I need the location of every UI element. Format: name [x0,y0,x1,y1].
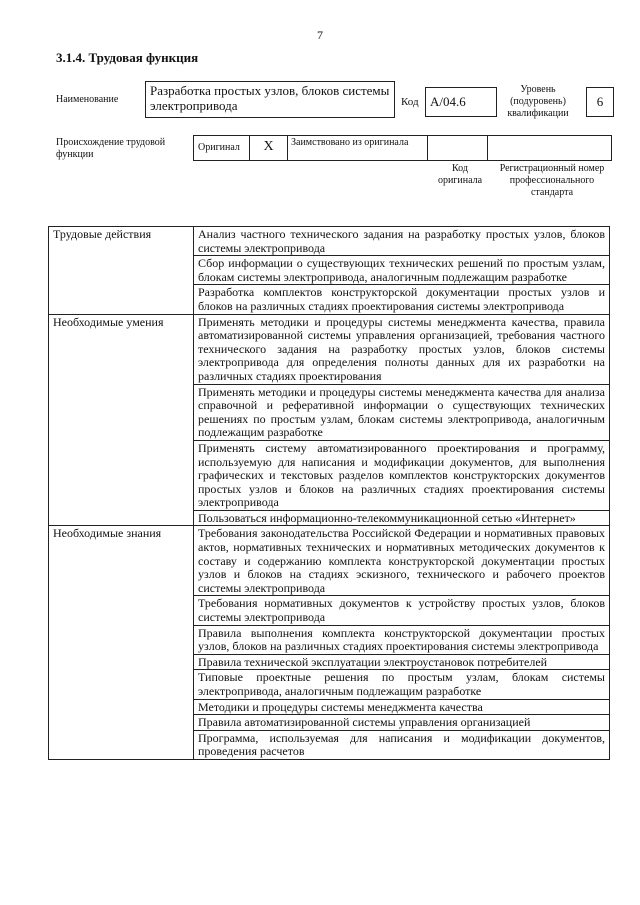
function-name-value: Разработка простых узлов, блоков системы электропривода [150,83,390,113]
reg-number-caption: Регистрационный номер профессионального стандарта [499,163,605,198]
section-label-actions: Трудовые действия [49,227,194,315]
table-row [49,227,610,256]
page-number: 7 [317,28,323,42]
function-name-box [145,81,395,118]
original-code-caption: Код оригинала [437,163,483,186]
level-value: 6 [596,94,604,109]
code-label: Код [401,96,419,108]
original-mark: X [263,139,274,154]
reg-number-cell [488,136,611,160]
original-label: Оригинал [198,142,240,153]
table-cell: Правила технической эксплуатации электроустановок потребителей [194,654,610,670]
section-label-skills: Необходимые умения [49,314,194,526]
code-value: A/04.6 [430,94,466,109]
table-cell: Сбор информации о существующих технических решений по простым узлам, блокам системы электропривода, аналогичным подлежащим разработке [194,256,610,285]
table-cell: Программа, используемая для написания и модификации документов, проведения расчетов [194,730,610,759]
table-cell: Методики и процедуры системы менеджмента качества [194,699,610,715]
code-box [425,87,497,117]
original-mark-cell [250,136,288,160]
table-cell: Применять систему автоматизированного проектирования и программу, используемую для написания и модификации документов, для выполнения графических и текстовых разделов комплектов конструкторских документов простых узлов и блоков на различных стадиях проектирования системы электропривода [194,440,610,510]
table-cell: Правила автоматизированной системы управления организацией [194,715,610,731]
table-cell: Требования законодательства Российской Федерации и нормативных правовых актов, нормативных технических и нормативных методических документов к составу и содержанию комплекта конструкторской документации простых узлов и блоков на стадиях эскизного, технического и рабочего проектов системы электропривода [194,526,610,596]
table-cell: Применять методики и процедуры системы менеджмента качества для анализа справочной и реферативной информации о существующих технических решениях по простым узлам, блокам системы электропривода, аналогичным подлежащим разработке [194,384,610,440]
original-code-cell [428,136,488,160]
name-label: Наименование [56,94,119,105]
table-cell: Пользоваться информационно-телекоммуникационной сетью «Интернет» [194,510,610,526]
borrowed-cell [288,136,428,160]
table-cell: Разработка комплектов конструкторской документации простых узлов и блоков на различных стадиях проектирования системы электропривода [194,285,610,314]
function-table [48,226,610,760]
table-row [49,314,610,384]
original-cell [194,136,250,160]
section-heading: 3.1.4. Трудовая функция [56,50,199,65]
table-cell: Применять методики и процедуры системы менеджмента качества, правила автоматизированной системы управления организацией, требования частного технического задания на разработку простых узлов, блоков системы электропривода для определения полноты данных для их разработки на различных стадиях проектирования [194,314,610,384]
section-label-knowledge: Необходимые знания [49,526,194,760]
table-row [49,526,610,596]
table-cell: Типовые проектные решения по простым узлам, блокам системы электропривода, аналогичным подлежащим разработке [194,670,610,699]
level-box [586,87,614,117]
origin-row [193,135,612,161]
borrowed-label: Заимствовано из оригинала [291,137,409,148]
table-cell: Правила выполнения комплекта конструкторской документации простых узлов, блоков на различных стадиях проектирования системы электропривода [194,625,610,654]
level-label: Уровень (подуровень) квалификации [507,84,569,119]
origin-label: Происхождение трудовой функции [56,137,166,160]
table-cell: Требования нормативных документов к устройству простых узлов, блоков системы электропривода [194,596,610,625]
table-cell: Анализ частного технического задания на разработку простых узлов, блоков системы электропривода [194,227,610,256]
